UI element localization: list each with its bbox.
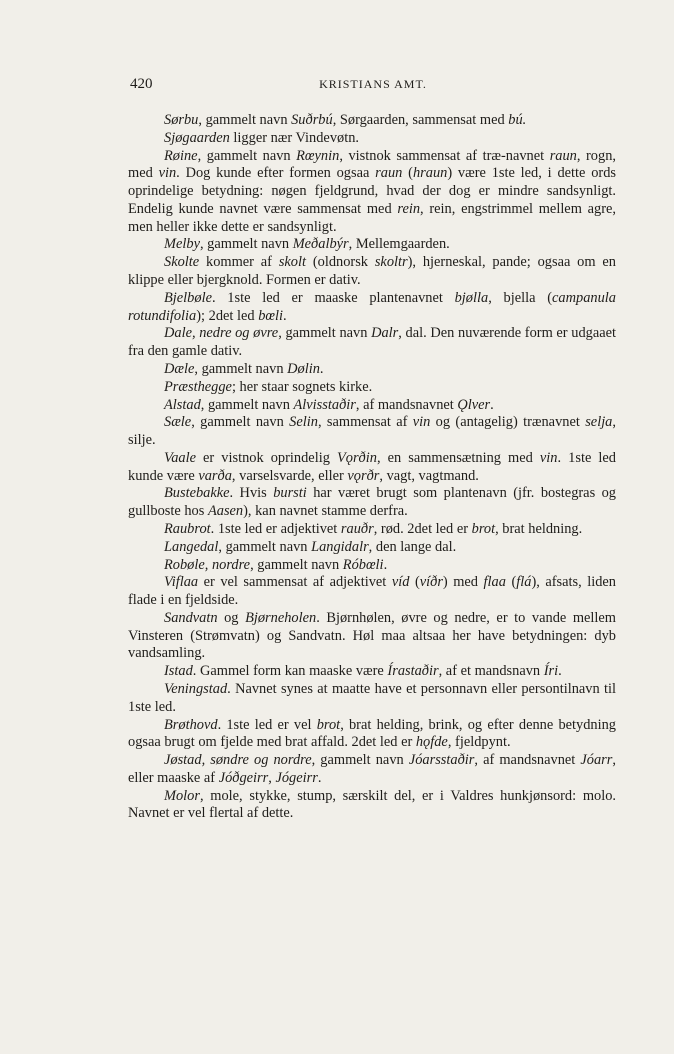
italic-term: raun: [549, 147, 577, 164]
italic-term: víðr: [419, 574, 443, 591]
italic-term: Dølin: [287, 360, 320, 377]
italic-term: Langedal: [164, 538, 219, 555]
text-run: ligger nær Vindevøtn.: [229, 129, 359, 146]
text-run: (: [409, 574, 420, 591]
italic-term: Dale, nedre og øvre: [164, 325, 279, 342]
text-run: , rogn, med: [128, 147, 616, 182]
italic-term: Jóarr: [580, 752, 613, 769]
italic-term: Dalr: [371, 325, 399, 342]
italic-term: skolt: [278, 254, 306, 271]
text-run: er vel sammensat af adjektivet: [198, 574, 392, 591]
italic-term: Præsthegge: [164, 378, 232, 395]
paragraph: [128, 557, 616, 575]
text-run: , rød. 2det led er: [373, 520, 472, 537]
italic-term: campanula rotundifolia: [128, 289, 616, 324]
text-run: (: [402, 165, 413, 182]
italic-term: Jøstad, søndre og nordre: [164, 752, 312, 769]
italic-term: Istad: [164, 663, 193, 680]
paragraph: [128, 574, 616, 610]
text-run: .: [490, 396, 494, 413]
text-run: ) med: [442, 574, 484, 591]
italic-term: hǫfde: [415, 734, 448, 751]
italic-term: varða: [198, 467, 232, 484]
text-run: , gammelt navn: [250, 556, 343, 573]
text-run: ; her staar sognets kirke.: [231, 378, 373, 395]
paragraph: [128, 610, 616, 663]
text-run: , gammelt navn: [198, 112, 292, 128]
italic-term: Suðrbú: [291, 112, 333, 128]
italic-term: Sæle: [164, 414, 192, 431]
text-run: .: [383, 556, 388, 573]
paragraph: [128, 112, 616, 130]
text-run: , fjeldpynt.: [447, 734, 511, 751]
text-run: . 1ste led er adjektivet: [210, 520, 341, 537]
text-run: , rein, engstrimmel mellem agre, men heller ikke dette er sandsynligt.: [128, 200, 616, 235]
italic-term: Bustebakke: [164, 485, 230, 502]
italic-term: Írastaðir: [387, 663, 439, 680]
text-run: , brat heldning.: [495, 520, 583, 537]
italic-term: Bjelbøle: [164, 289, 212, 306]
text-run: , den lange dal.: [368, 538, 457, 555]
text-run: . 1ste led er maaske plantenavnet: [211, 289, 455, 306]
italic-term: Rœynin: [296, 147, 340, 164]
text-run: ); 2det led: [196, 307, 259, 324]
text-run: , af et mandsnavn: [438, 663, 544, 680]
text-run: , en sammensætning med: [376, 449, 540, 466]
italic-term: selja: [585, 414, 613, 431]
text-run: og: [217, 609, 246, 626]
text-run: , gammelt navn: [218, 538, 312, 555]
text-run: , dal. Den nuværende form er udgaaet fra den gamle dativ.: [128, 325, 616, 360]
text-run: , vagt, vagtmand.: [379, 467, 479, 484]
italic-term: Skolte: [164, 254, 200, 271]
text-run: ), kan navnet stamme derfra.: [243, 503, 408, 520]
text-run: (oldnorsk: [306, 254, 375, 271]
italic-term: Bjørneholen: [245, 609, 317, 626]
text-run: .: [558, 663, 562, 680]
italic-term: Brøthovd: [164, 716, 218, 733]
text-run: . Bjørnhølen, øvre og nedre, er to vande mellem Vinsteren (Strømvatn) og Sandvatn. Høl maa altsaa her have betydningen: dyb vandsamling.: [128, 609, 616, 662]
italic-term: skoltr: [374, 254, 408, 271]
text-run: og (antagelig) trænavnet: [430, 414, 586, 431]
italic-term: bú.: [508, 112, 527, 128]
text-run: , gammelt navn: [200, 396, 294, 413]
italic-term: Meðalbýr: [292, 236, 349, 253]
italic-term: Jógeirr: [275, 769, 318, 786]
italic-term: Sandvatn: [164, 609, 218, 626]
italic-term: Melby: [164, 236, 200, 253]
text-run: , vistnok sammensat af træ-navnet: [339, 147, 550, 164]
paragraph: [128, 361, 616, 379]
text-run: , mole, stykke, stump, særskilt del, er i Valdres hunkjønsord: molo. Navnet er vel flertal af dette.: [128, 787, 616, 822]
text-run: ), hjerneskal, pande; ogsaa om en klippe eller bjergknold. Formen er dativ.: [128, 254, 616, 289]
italic-term: Langidalr: [311, 538, 369, 555]
paragraph: [128, 290, 616, 326]
italic-term: Alstad: [164, 396, 201, 413]
paragraph: [128, 325, 616, 361]
paragraph: [128, 414, 616, 450]
text-run: . Gammel form kan maaske være: [192, 663, 388, 680]
text-run: .: [317, 769, 322, 786]
italic-term: bjølla: [454, 289, 489, 306]
italic-term: rein: [397, 200, 421, 217]
italic-term: Aasen: [207, 503, 244, 520]
italic-term: flaa: [483, 574, 506, 591]
text-run: , gammelt navn: [194, 360, 288, 377]
text-run: . Dog kunde efter formen ogsaa: [176, 165, 376, 182]
italic-term: Jóðgeirr: [218, 769, 269, 786]
text-run: ,: [268, 769, 276, 786]
text-run: ), afsats, liden flade i en fjeldside.: [128, 574, 616, 609]
italic-term: víd: [391, 574, 410, 591]
italic-term: Viflaa: [164, 574, 199, 591]
text-run: , gammelt navn: [311, 752, 409, 769]
paragraph: [128, 788, 616, 824]
italic-term: vin: [158, 165, 177, 182]
paragraph: [128, 397, 616, 415]
text-run: har været brugt som plantenavn (jfr. bostegras og gullboste hos: [128, 485, 616, 520]
text-run: , eller maaske af: [128, 752, 616, 786]
italic-term: bursti: [273, 485, 307, 502]
paragraph: [128, 379, 616, 397]
italic-term: rauðr: [340, 520, 374, 537]
text-run: . Navnet synes at maatte have et personnavn eller persontilnavn til 1ste led.: [128, 681, 616, 715]
italic-term: Robøle, nordre: [164, 556, 251, 573]
text-run: . 1ste led kunde være: [128, 449, 616, 484]
text-run: , varselsvarde, eller: [231, 467, 348, 484]
italic-term: flá: [516, 574, 532, 591]
text-run: , gammelt navn: [191, 414, 290, 431]
page-number: 420: [130, 76, 153, 92]
paragraph: [128, 148, 616, 237]
page-header: [128, 76, 618, 96]
italic-term: Jóarsstaðir: [408, 752, 475, 769]
paragraph: [128, 485, 616, 521]
text-run: ) være 1ste led, i dette ords oprindelige betydning: nøgen fjeldgrund, hvad der dog er mindre sandsynligt. Endelig kunde navnet være sammensat med: [128, 165, 616, 217]
text-run: , silje.: [128, 414, 616, 449]
text-run: , af mandsnavnet: [355, 396, 458, 413]
paragraph: [128, 752, 616, 788]
italic-term: Molor: [164, 787, 200, 804]
paragraph: [128, 521, 616, 539]
italic-term: Vaale: [164, 449, 196, 466]
text-run: , gammelt navn: [199, 236, 293, 253]
italic-term: bœli: [258, 307, 283, 324]
text-run: , bjella (: [488, 289, 553, 306]
italic-term: Róbœli: [342, 556, 384, 573]
italic-term: Íri: [543, 663, 559, 680]
italic-term: raun: [375, 165, 403, 182]
text-run: , gammelt navn: [197, 147, 297, 164]
paragraph: [128, 539, 616, 557]
text-run: kommer af: [199, 254, 279, 271]
italic-term: Sørbu: [164, 112, 199, 128]
paragraph: [128, 254, 616, 290]
text-run: er vistnok oprindelig: [195, 449, 337, 466]
text-run: , Mellemgaarden.: [348, 236, 450, 253]
italic-term: brot: [316, 716, 341, 733]
italic-term: Vǫrðin: [336, 449, 377, 466]
text-run: . Hvis: [229, 485, 274, 502]
italic-term: Alvisstaðir: [293, 396, 356, 413]
italic-term: vǫrðr: [347, 467, 380, 484]
text-run: , af mandsnavnet: [474, 752, 581, 769]
paragraph: [128, 717, 616, 753]
italic-term: vin: [412, 414, 431, 431]
italic-term: Selin: [289, 414, 318, 431]
body-text: [128, 112, 616, 823]
italic-term: Sjøgaarden: [164, 129, 230, 146]
text-run: . 1ste led er vel: [217, 716, 317, 733]
text-run: .: [319, 360, 324, 377]
text-run: , brat helding, brink, og efter denne betydning ogsaa brugt om fjelde med brat affald. 2det led er: [128, 716, 616, 751]
paragraph: [128, 450, 616, 486]
paragraph: [128, 681, 616, 717]
running-title: KRISTIANS AMT.: [319, 77, 427, 91]
text-run: (: [505, 574, 517, 591]
italic-term: brot: [471, 520, 496, 537]
italic-term: Røine: [164, 147, 198, 164]
text-run: , gammelt navn: [278, 325, 372, 342]
text-run: , sammensat af: [317, 414, 413, 431]
paragraph: [128, 236, 616, 254]
paragraph: [128, 130, 616, 148]
text-run: .: [282, 307, 287, 324]
text-run: , Sørgaarden, sammensat med: [332, 112, 509, 128]
italic-term: vin: [539, 449, 558, 466]
paragraph: [128, 663, 616, 681]
italic-term: Veningstad: [164, 681, 228, 697]
italic-term: Ǫlver: [457, 396, 491, 413]
italic-term: Dæle: [164, 360, 195, 377]
italic-term: Raubrot: [164, 520, 211, 537]
italic-term: hraun: [412, 165, 448, 182]
